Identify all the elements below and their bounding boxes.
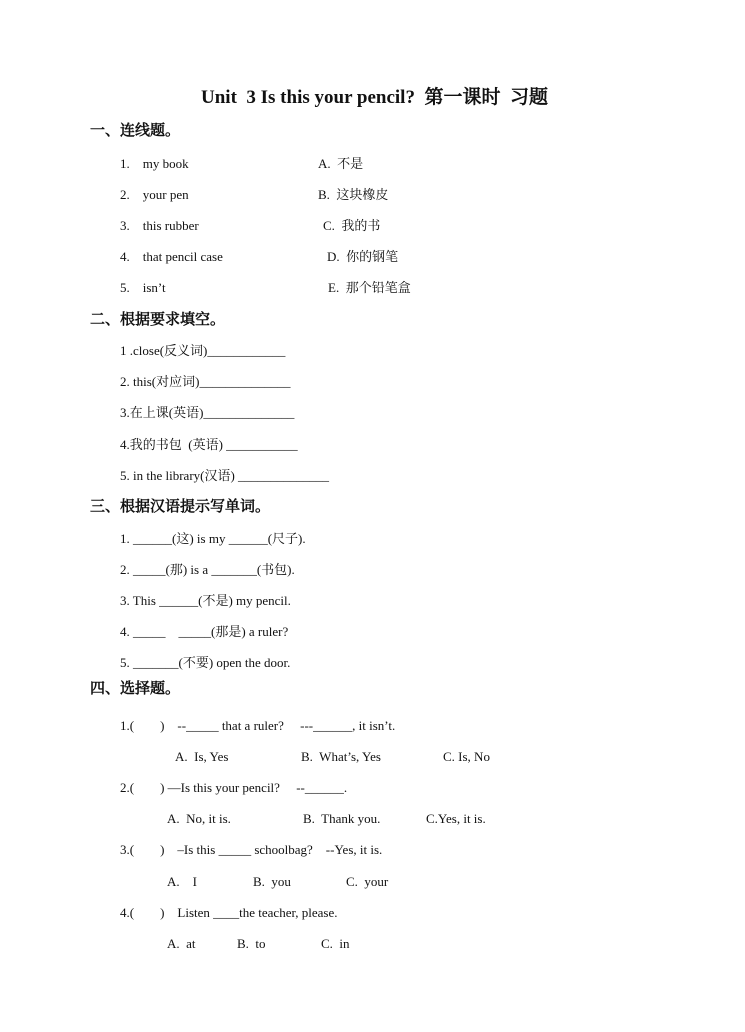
choice-question: 3.( ) –Is this _____ schoolbag? --Yes, it is. [120, 842, 383, 857]
fill-item: 4.我的书包 (英语) ___________ [120, 437, 298, 452]
choice-question: 4.( ) Listen ____the teacher, please. [120, 905, 338, 920]
matching-left-item: 2. your pen [120, 187, 189, 202]
page-title: Unit 3 Is this your pencil? 第一课时 习题 [201, 87, 548, 108]
word-item: 4. _____ _____(那是) a ruler? [120, 624, 289, 639]
word-item: 3. This ______(不是) my pencil. [120, 593, 291, 608]
matching-left-item: 3. this rubber [120, 218, 199, 233]
matching-left-item: 4. that pencil case [120, 249, 223, 264]
choice-option: A. I [167, 874, 197, 889]
choice-question: 2.( ) —Is this your pencil? --______. [120, 780, 348, 795]
fill-item: 5. in the library(汉语) ______________ [120, 468, 330, 483]
matching-right-item: A. 不是 [318, 156, 364, 171]
choice-option: C. Is, No [443, 749, 490, 764]
choice-option: B. What’s, Yes [301, 749, 381, 764]
choice-option: A. Is, Yes [175, 749, 229, 764]
matching-left-item: 1. my book [120, 156, 189, 171]
choice-question: 1.( ) --_____ that a ruler? ---______, it isn’t. [120, 718, 396, 733]
fill-item: 1 .close(反义词)____________ [120, 343, 286, 358]
fill-item: 2. this(对应词)______________ [120, 374, 291, 389]
matching-right-item: C. 我的书 [323, 218, 381, 233]
fill-item: 3.在上课(英语)______________ [120, 405, 295, 420]
matching-right-item: E. 那个铅笔盒 [328, 280, 411, 295]
section-heading-matching: 一、连线题。 [90, 123, 181, 139]
matching-right-item: B. 这块橡皮 [318, 187, 389, 202]
choice-option: C.Yes, it is. [426, 811, 486, 826]
section-heading-choice: 四、选择题。 [90, 681, 181, 697]
word-item: 2. _____(那) is a _______(书包). [120, 562, 295, 577]
choice-option: A. at [167, 936, 196, 951]
choice-option: B. to [237, 936, 266, 951]
matching-left-item: 5. isn’t [120, 280, 166, 295]
choice-option: C. in [321, 936, 350, 951]
choice-option: B. you [253, 874, 291, 889]
choice-option: C. your [346, 874, 389, 889]
choice-option: A. No, it is. [167, 811, 231, 826]
section-heading-words: 三、根据汉语提示写单词。 [90, 499, 271, 515]
choice-option: B. Thank you. [303, 811, 381, 826]
matching-right-item: D. 你的钢笔 [327, 249, 399, 264]
word-item: 1. ______(这) is my ______(尺子). [120, 531, 306, 546]
word-item: 5. _______(不要) open the door. [120, 655, 291, 670]
section-heading-fill: 二、根据要求填空。 [90, 312, 226, 328]
